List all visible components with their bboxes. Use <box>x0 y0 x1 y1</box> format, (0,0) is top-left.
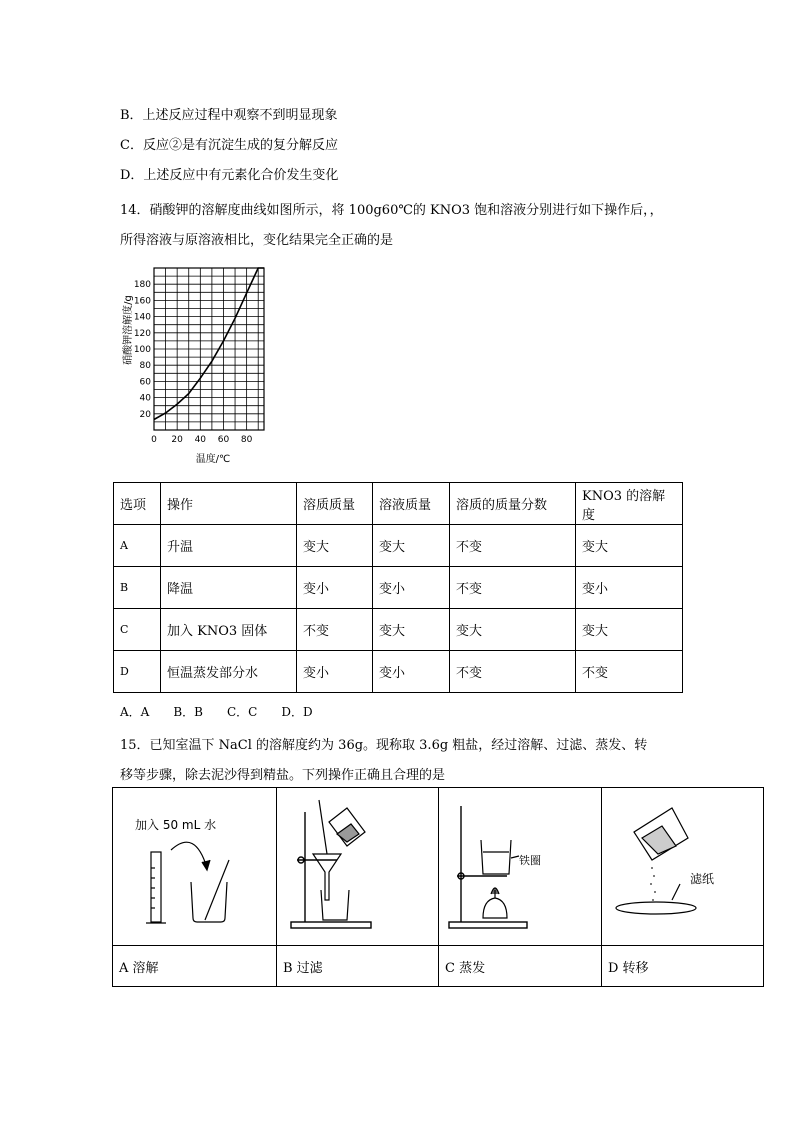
chart-y-axis-label: 硝酸钾溶解度/g <box>123 295 134 365</box>
table-cell: 加入 KNO3 固体 <box>161 609 297 651</box>
table-cell: 变大 <box>373 609 450 651</box>
alcohol-lamp-icon <box>483 888 507 918</box>
tilted-beaker-icon <box>634 808 688 860</box>
y-tick-label: 80 <box>139 361 151 372</box>
y-tick-label: 40 <box>139 393 151 404</box>
transfer-illustration <box>602 788 763 945</box>
x-tick-label: 20 <box>171 435 183 445</box>
table-cell: 不变 <box>450 651 576 693</box>
q15-stem-line2: 移等步骤，除去泥沙得到精盐。下列操作正确且合理的是 <box>120 768 446 783</box>
chart-x-ticks <box>151 435 252 445</box>
table-cell: B <box>114 567 161 609</box>
table-cell: 不变 <box>450 525 576 567</box>
table-cell: 降温 <box>161 567 297 609</box>
table-cell: 变大 <box>450 609 576 651</box>
caption-c: C 蒸发 <box>439 946 602 987</box>
q14-stem-line2: 所得溶液与原溶液相比，变化结果完全正确的是 <box>120 233 394 248</box>
glass-rod-icon <box>319 800 327 854</box>
iron-ring-label: 铁圈 <box>519 854 541 867</box>
filtration-illustration <box>277 788 438 945</box>
table-row <box>114 525 683 567</box>
y-tick-label: 100 <box>133 345 151 355</box>
graduated-cylinder-icon <box>146 852 166 923</box>
filter-paper-icon <box>616 884 696 914</box>
header-cell: 操作 <box>161 483 297 525</box>
x-tick-label: 40 <box>194 435 207 445</box>
y-tick-label: 60 <box>139 377 151 388</box>
filter-paper-label: 滤纸 <box>690 872 715 886</box>
funnel-icon <box>313 854 341 900</box>
y-tick-label: 140 <box>133 312 151 323</box>
q15-cell-d <box>602 788 764 946</box>
x-tick-label: 80 <box>240 435 253 445</box>
table-cell: 变小 <box>297 651 373 693</box>
q15-cell-a <box>113 788 277 946</box>
table-cell: 变小 <box>576 567 683 609</box>
header-cell: 溶质质量 <box>297 483 373 525</box>
pouring-beaker-icon <box>329 808 365 846</box>
q15-cell-c <box>439 788 602 946</box>
table-cell: 变小 <box>297 567 373 609</box>
chart-y-ticks <box>134 280 151 420</box>
table-cell: A <box>114 525 161 567</box>
table-cell: 变大 <box>373 525 450 567</box>
table-cell: 不变 <box>576 651 683 693</box>
table-cell: 恒温蒸发部分水 <box>161 651 297 693</box>
solubility-curve <box>154 268 264 420</box>
table-row <box>114 567 683 609</box>
caption-d: D 转移 <box>602 946 764 987</box>
beaker-icon <box>191 860 229 922</box>
table-row <box>114 609 683 651</box>
add-water-label: 加入 50 mL 水 <box>135 818 217 832</box>
y-tick-label: 20 <box>139 409 151 420</box>
y-tick-label: 160 <box>133 296 151 307</box>
table-cell: 变大 <box>576 609 683 651</box>
header-cell: 选项 <box>114 483 161 525</box>
evaporation-illustration <box>439 788 601 945</box>
table-cell: 不变 <box>450 567 576 609</box>
q14-table <box>113 482 683 693</box>
y-tick-label: 180 <box>133 280 151 291</box>
table-cell: 变大 <box>297 525 373 567</box>
q15-table <box>112 787 764 987</box>
q13-option-d: D．上述反应中有元素化合价发生变化 <box>120 168 339 183</box>
table-header-row <box>114 483 683 525</box>
table-cell: D <box>114 651 161 693</box>
table-cell: 不变 <box>297 609 373 651</box>
q13-option-b: B．上述反应过程中观察不到明显现象 <box>120 108 338 123</box>
q15-cell-b <box>277 788 439 946</box>
dissolve-illustration <box>113 788 276 945</box>
table-row <box>114 651 683 693</box>
table-cell: 变小 <box>373 567 450 609</box>
caption-b: B 过滤 <box>277 946 439 987</box>
q15-caption-row <box>113 946 764 987</box>
q14-answer-options: A．A B．B C．C D．D <box>120 705 313 719</box>
caption-a: A 溶解 <box>113 946 277 987</box>
x-tick-label: 60 <box>217 435 230 445</box>
chart-x-axis-label: 温度/℃ <box>195 454 231 465</box>
table-cell: C <box>114 609 161 651</box>
solubility-chart <box>118 260 278 470</box>
header-cell: 溶质的质量分数 <box>450 483 576 525</box>
q13-option-c: C．反应②是有沉淀生成的复分解反应 <box>120 138 338 153</box>
q15-image-row <box>113 788 764 946</box>
y-tick-label: 120 <box>133 328 151 339</box>
header-cell: 溶液质量 <box>373 483 450 525</box>
q14-stem-line1: 14．硝酸钾的溶解度曲线如图所示，将 100g60℃的 KNO3 饱和溶液分别进行如下操作后，， <box>120 203 663 218</box>
iron-stand-icon <box>449 806 527 928</box>
header-cell: KNO3 的溶解度 <box>576 483 683 525</box>
table-cell: 升温 <box>161 525 297 567</box>
table-cell: 变大 <box>576 525 683 567</box>
evaporating-beaker-icon <box>481 840 519 874</box>
table-cell: 变小 <box>373 651 450 693</box>
x-tick-label: 0 <box>151 435 157 445</box>
pour-arrow-icon <box>171 842 210 870</box>
q15-stem-line1: 15．已知室温下 NaCl 的溶解度约为 36g。现称取 3.6g 粗盐，经过溶解、过滤、蒸发、转 <box>120 738 648 753</box>
falling-crystals-icon <box>650 867 656 901</box>
